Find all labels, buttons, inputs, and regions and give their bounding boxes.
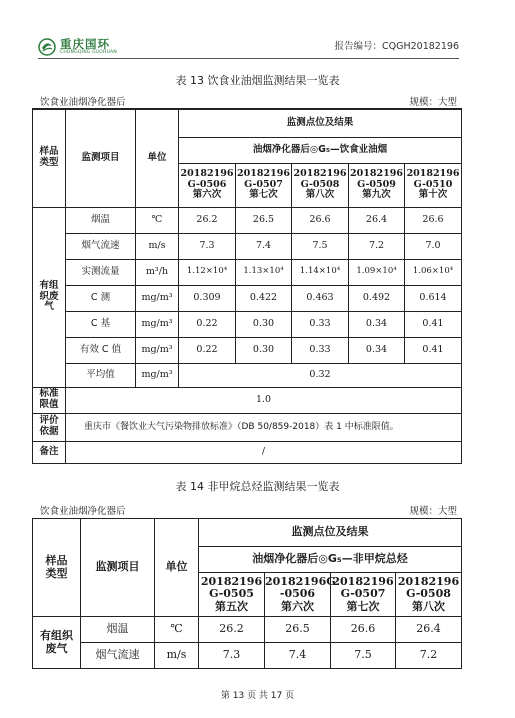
t13-cell: 0.309 bbox=[179, 285, 236, 311]
t13-average-value: 0.32 bbox=[179, 363, 462, 387]
t14-cell: 26.4 bbox=[396, 617, 462, 643]
t13-group-label: 有组 织废 气 bbox=[33, 207, 66, 387]
t13-unit: mg/m³ bbox=[136, 311, 179, 337]
t13-cell: 7.0 bbox=[405, 233, 462, 259]
t13-sample-id: 20182196 G-0509 bbox=[350, 167, 403, 190]
table14-title: 表 14 非甲烷总烃监测结果一览表 bbox=[175, 480, 340, 493]
t13-basis-row bbox=[33, 413, 462, 441]
t13-cell: 0.33 bbox=[292, 311, 349, 337]
t14-item: 烟气流速 bbox=[81, 643, 155, 669]
t13-unit: m³/h bbox=[136, 259, 179, 285]
company-logo-icon bbox=[38, 38, 56, 56]
table13-scale: 规模：大型 bbox=[409, 97, 457, 108]
t13-sample-times: 第六次 bbox=[192, 189, 222, 201]
header-divider bbox=[38, 58, 459, 59]
t13-average-row bbox=[33, 363, 462, 387]
t14-cell: 26.2 bbox=[199, 617, 265, 643]
t14-sample-id: 20182196 G-0508 bbox=[397, 574, 460, 601]
t13-cell: 26.6 bbox=[405, 207, 462, 233]
t13-cell: 7.5 bbox=[292, 233, 349, 259]
t13-sample-id: 20182196 G-0506 bbox=[180, 167, 234, 190]
t14-cell: 7.3 bbox=[199, 643, 265, 669]
t13-cell: 7.4 bbox=[236, 233, 292, 259]
t14-sample-id: 20182196 G-0507 bbox=[332, 574, 394, 601]
t13-item: 烟温 bbox=[66, 207, 136, 233]
t13-limit-value: 1.0 bbox=[66, 387, 462, 413]
t14-cell: 7.5 bbox=[331, 643, 396, 669]
t14-col-points: 监测点位及结果 bbox=[199, 519, 462, 547]
t13-cell: 0.34 bbox=[349, 311, 405, 337]
table-row bbox=[33, 643, 462, 669]
t13-cell: 1.09×10⁴ bbox=[349, 259, 405, 285]
t13-cell: 0.34 bbox=[349, 337, 405, 363]
table-row bbox=[33, 337, 462, 363]
t13-cell: 0.422 bbox=[236, 285, 292, 311]
t13-sample-times: 第十次 bbox=[418, 189, 448, 201]
t13-cell: 26.4 bbox=[349, 207, 405, 233]
t13-average-unit: mg/m³ bbox=[136, 363, 179, 387]
t14-cell: 7.2 bbox=[396, 643, 462, 669]
t14-cell: 26.6 bbox=[331, 617, 396, 643]
t14-item: 烟温 bbox=[81, 617, 155, 643]
table-row bbox=[33, 259, 462, 285]
t13-unit: mg/m³ bbox=[136, 285, 179, 311]
t13-item: 实测流量 bbox=[66, 259, 136, 285]
table14-location: 饮食业油烟净化器后 bbox=[40, 506, 126, 517]
company-logo bbox=[38, 36, 128, 60]
t13-cell: 0.41 bbox=[405, 311, 462, 337]
t14-sample-times: 第六次 bbox=[281, 599, 314, 613]
t13-col-sample-type: 样品 类型 bbox=[33, 109, 66, 207]
t13-cell: 26.2 bbox=[179, 207, 236, 233]
t13-cell: 0.41 bbox=[405, 337, 462, 363]
table13-title: 表 13 饮食业油烟监测结果一览表 bbox=[175, 74, 340, 87]
t13-sample-id: 20182196 G-0510 bbox=[406, 167, 460, 190]
t13-sample-times: 第八次 bbox=[305, 189, 335, 201]
t13-col-points: 监测点位及结果 bbox=[179, 109, 462, 137]
t13-unit: mg/m³ bbox=[136, 337, 179, 363]
table-row bbox=[33, 285, 462, 311]
t13-cell: 0.614 bbox=[405, 285, 462, 311]
table-row bbox=[33, 233, 462, 259]
table14 bbox=[32, 518, 462, 669]
t14-col-sample-type: 样品 类型 bbox=[33, 519, 81, 617]
t14-cell: 26.5 bbox=[265, 617, 331, 643]
t13-cell: 7.2 bbox=[349, 233, 405, 259]
t13-cell: 7.3 bbox=[179, 233, 236, 259]
t13-limit-label: 标准 限值 bbox=[33, 387, 66, 413]
t13-cell: 0.22 bbox=[179, 337, 236, 363]
t14-unit: ℃ bbox=[155, 617, 199, 643]
t13-sample-times: 第九次 bbox=[362, 189, 391, 201]
t14-sample-times: 第八次 bbox=[412, 599, 445, 613]
t14-sample-id: 20182196 G-0505 bbox=[200, 574, 263, 601]
t13-unit: m/s bbox=[136, 233, 179, 259]
t13-item: 有效 C 值 bbox=[66, 337, 136, 363]
t13-cell: 1.06×10⁴ bbox=[405, 259, 462, 285]
company-pinyin: CHONGQING GUOHUAN bbox=[60, 50, 117, 55]
t14-point-name: 油烟净化器后◎G₅—非甲烷总烃 bbox=[199, 547, 462, 573]
t13-cell: 26.6 bbox=[292, 207, 349, 233]
t13-point-name: 油烟净化器后◎G₅—饮食业油烟 bbox=[179, 137, 462, 163]
t13-basis-label: 评价 依据 bbox=[33, 413, 66, 441]
t14-unit: m/s bbox=[155, 643, 199, 669]
table14-scale: 规模：大型 bbox=[409, 506, 457, 517]
t14-sample-times: 第七次 bbox=[346, 599, 380, 613]
t13-remark-label: 备注 bbox=[33, 441, 66, 463]
t13-item: C 基 bbox=[66, 311, 136, 337]
t13-sample-id: 20182196 G-0507 bbox=[237, 167, 290, 190]
t13-col-item: 监测项目 bbox=[66, 109, 136, 207]
t14-col-unit: 单位 bbox=[155, 519, 199, 617]
t13-item: C 测 bbox=[66, 285, 136, 311]
t13-cell: 26.5 bbox=[236, 207, 292, 233]
t13-sample-id: 20182196 G-0508 bbox=[293, 167, 347, 190]
t14-group-label: 有组织 废气 bbox=[33, 617, 81, 669]
table-row bbox=[33, 207, 462, 233]
t13-remark-value: / bbox=[66, 441, 462, 463]
t13-col-unit: 单位 bbox=[136, 109, 179, 207]
t13-cell: 0.492 bbox=[349, 285, 405, 311]
t13-cell: 1.14×10⁴ bbox=[292, 259, 349, 285]
t13-limit-row bbox=[33, 387, 462, 413]
t13-cell: 1.12×10⁴ bbox=[179, 259, 236, 285]
t13-cell: 0.30 bbox=[236, 311, 292, 337]
t14-col-item: 监测项目 bbox=[81, 519, 155, 617]
t14-sample-id: 20182196G -0506 bbox=[265, 574, 336, 601]
t13-cell: 0.33 bbox=[292, 337, 349, 363]
company-name: 重庆国环 bbox=[60, 37, 110, 51]
t13-average-label: 平均值 bbox=[66, 363, 136, 387]
t13-item: 烟气流速 bbox=[66, 233, 136, 259]
table13-location: 饮食业油烟净化器后 bbox=[40, 97, 126, 108]
table-row bbox=[33, 311, 462, 337]
page-footer: 第 13 页 共 17 页 bbox=[220, 691, 295, 701]
t13-cell: 0.463 bbox=[292, 285, 349, 311]
table13 bbox=[32, 108, 462, 464]
t13-cell: 1.13×10⁴ bbox=[236, 259, 292, 285]
t13-sample-times: 第七次 bbox=[249, 189, 278, 201]
t13-remark-row bbox=[33, 441, 462, 463]
report-number: 报告编号：CQGH20182196 bbox=[334, 41, 459, 52]
t13-basis-value: 重庆市《餐饮业大气污染物排放标准》（DB 50/859-2018）表 1 中标准限值。 bbox=[66, 413, 462, 441]
t13-cell: 0.30 bbox=[236, 337, 292, 363]
table-row bbox=[33, 617, 462, 643]
t13-cell: 0.22 bbox=[179, 311, 236, 337]
t14-sample-times: 第五次 bbox=[215, 599, 248, 613]
t13-unit: ℃ bbox=[136, 207, 179, 233]
t14-cell: 7.4 bbox=[265, 643, 331, 669]
